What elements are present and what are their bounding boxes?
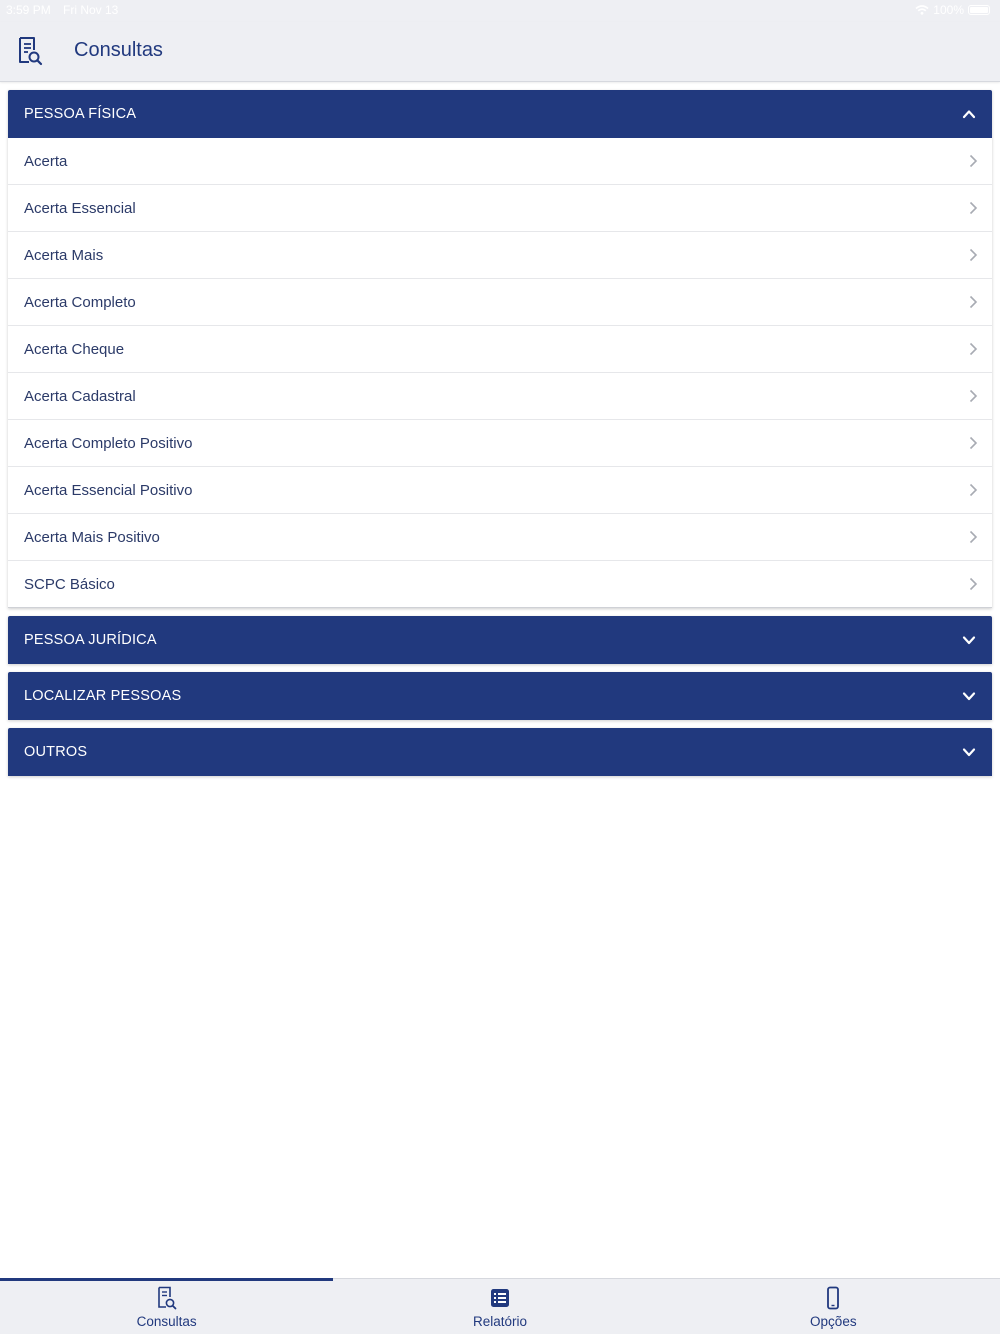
section-pessoa-fisica: [8, 90, 992, 608]
tab-relatorio[interactable]: [333, 1279, 666, 1334]
list-item-label: Acerta Completo: [24, 293, 136, 311]
list-item[interactable]: [8, 185, 992, 232]
list-item[interactable]: [8, 373, 992, 420]
tab-label: Relatório: [472, 1314, 527, 1329]
list-item[interactable]: [8, 514, 992, 561]
section-title: PESSOA FÍSICA: [24, 106, 137, 122]
tab-consultas[interactable]: [0, 1279, 333, 1334]
battery-percent: 100%: [933, 3, 964, 17]
section-title: LOCALIZAR PESSOAS: [24, 688, 182, 704]
section-items-pessoa-fisica: [8, 138, 992, 608]
section-pessoa-juridica: [8, 616, 992, 664]
list-item-label: Acerta Completo Positivo: [24, 434, 193, 452]
battery-icon: [968, 5, 990, 15]
chevron-right-icon: [968, 530, 978, 544]
consultas-list: [8, 90, 992, 784]
app-header: [0, 22, 1000, 82]
list-item-label: Acerta Cadastral: [24, 387, 136, 405]
status-time: 3:59 PM: [6, 3, 51, 17]
list-item-label: Acerta Mais: [24, 246, 104, 264]
section-header-pessoa-juridica[interactable]: [8, 616, 992, 664]
tab-label: Opções: [810, 1314, 857, 1329]
chevron-right-icon: [968, 436, 978, 450]
phone-icon: [822, 1286, 844, 1310]
chevron-down-icon: [962, 745, 976, 759]
list-item-label: Acerta Essencial: [24, 199, 136, 217]
list-item[interactable]: [8, 232, 992, 279]
page-title: Consultas: [74, 39, 163, 61]
chevron-right-icon: [968, 342, 978, 356]
chevron-down-icon: [962, 689, 976, 703]
list-item-label: SCPC Básico: [24, 575, 115, 593]
list-item-label: Acerta Mais Positivo: [24, 528, 160, 546]
list-icon: [489, 1286, 511, 1310]
chevron-right-icon: [968, 295, 978, 309]
status-right: [915, 3, 990, 17]
list-item[interactable]: [8, 561, 992, 608]
document-search-icon: [156, 1286, 178, 1310]
chevron-right-icon: [968, 577, 978, 591]
chevron-up-icon: [962, 107, 976, 121]
chevron-right-icon: [968, 248, 978, 262]
tab-label: Consultas: [136, 1314, 197, 1329]
tab-opcoes[interactable]: [667, 1279, 1000, 1334]
chevron-right-icon: [968, 389, 978, 403]
status-bar: [0, 0, 1000, 22]
chevron-right-icon: [968, 201, 978, 215]
list-item[interactable]: [8, 326, 992, 373]
wifi-icon: [915, 5, 929, 15]
section-header-outros[interactable]: [8, 728, 992, 776]
document-search-icon: [17, 36, 43, 66]
chevron-right-icon: [968, 154, 978, 168]
list-item[interactable]: [8, 420, 992, 467]
chevron-down-icon: [962, 633, 976, 647]
section-header-localizar-pessoas[interactable]: [8, 672, 992, 720]
list-item-label: Acerta: [24, 152, 68, 170]
status-date: Fri Nov 13: [63, 3, 119, 17]
section-header-pessoa-fisica[interactable]: [8, 90, 992, 138]
section-title: PESSOA JURÍDICA: [24, 632, 157, 648]
chevron-right-icon: [968, 483, 978, 497]
list-item[interactable]: [8, 138, 992, 185]
list-item-label: Acerta Cheque: [24, 340, 125, 358]
tab-bar: [0, 1278, 1000, 1334]
list-item-label: Acerta Essencial Positivo: [24, 481, 193, 499]
section-title: OUTROS: [24, 744, 88, 760]
section-localizar-pessoas: [8, 672, 992, 720]
list-item[interactable]: [8, 279, 992, 326]
list-item[interactable]: [8, 467, 992, 514]
section-outros: [8, 728, 992, 776]
